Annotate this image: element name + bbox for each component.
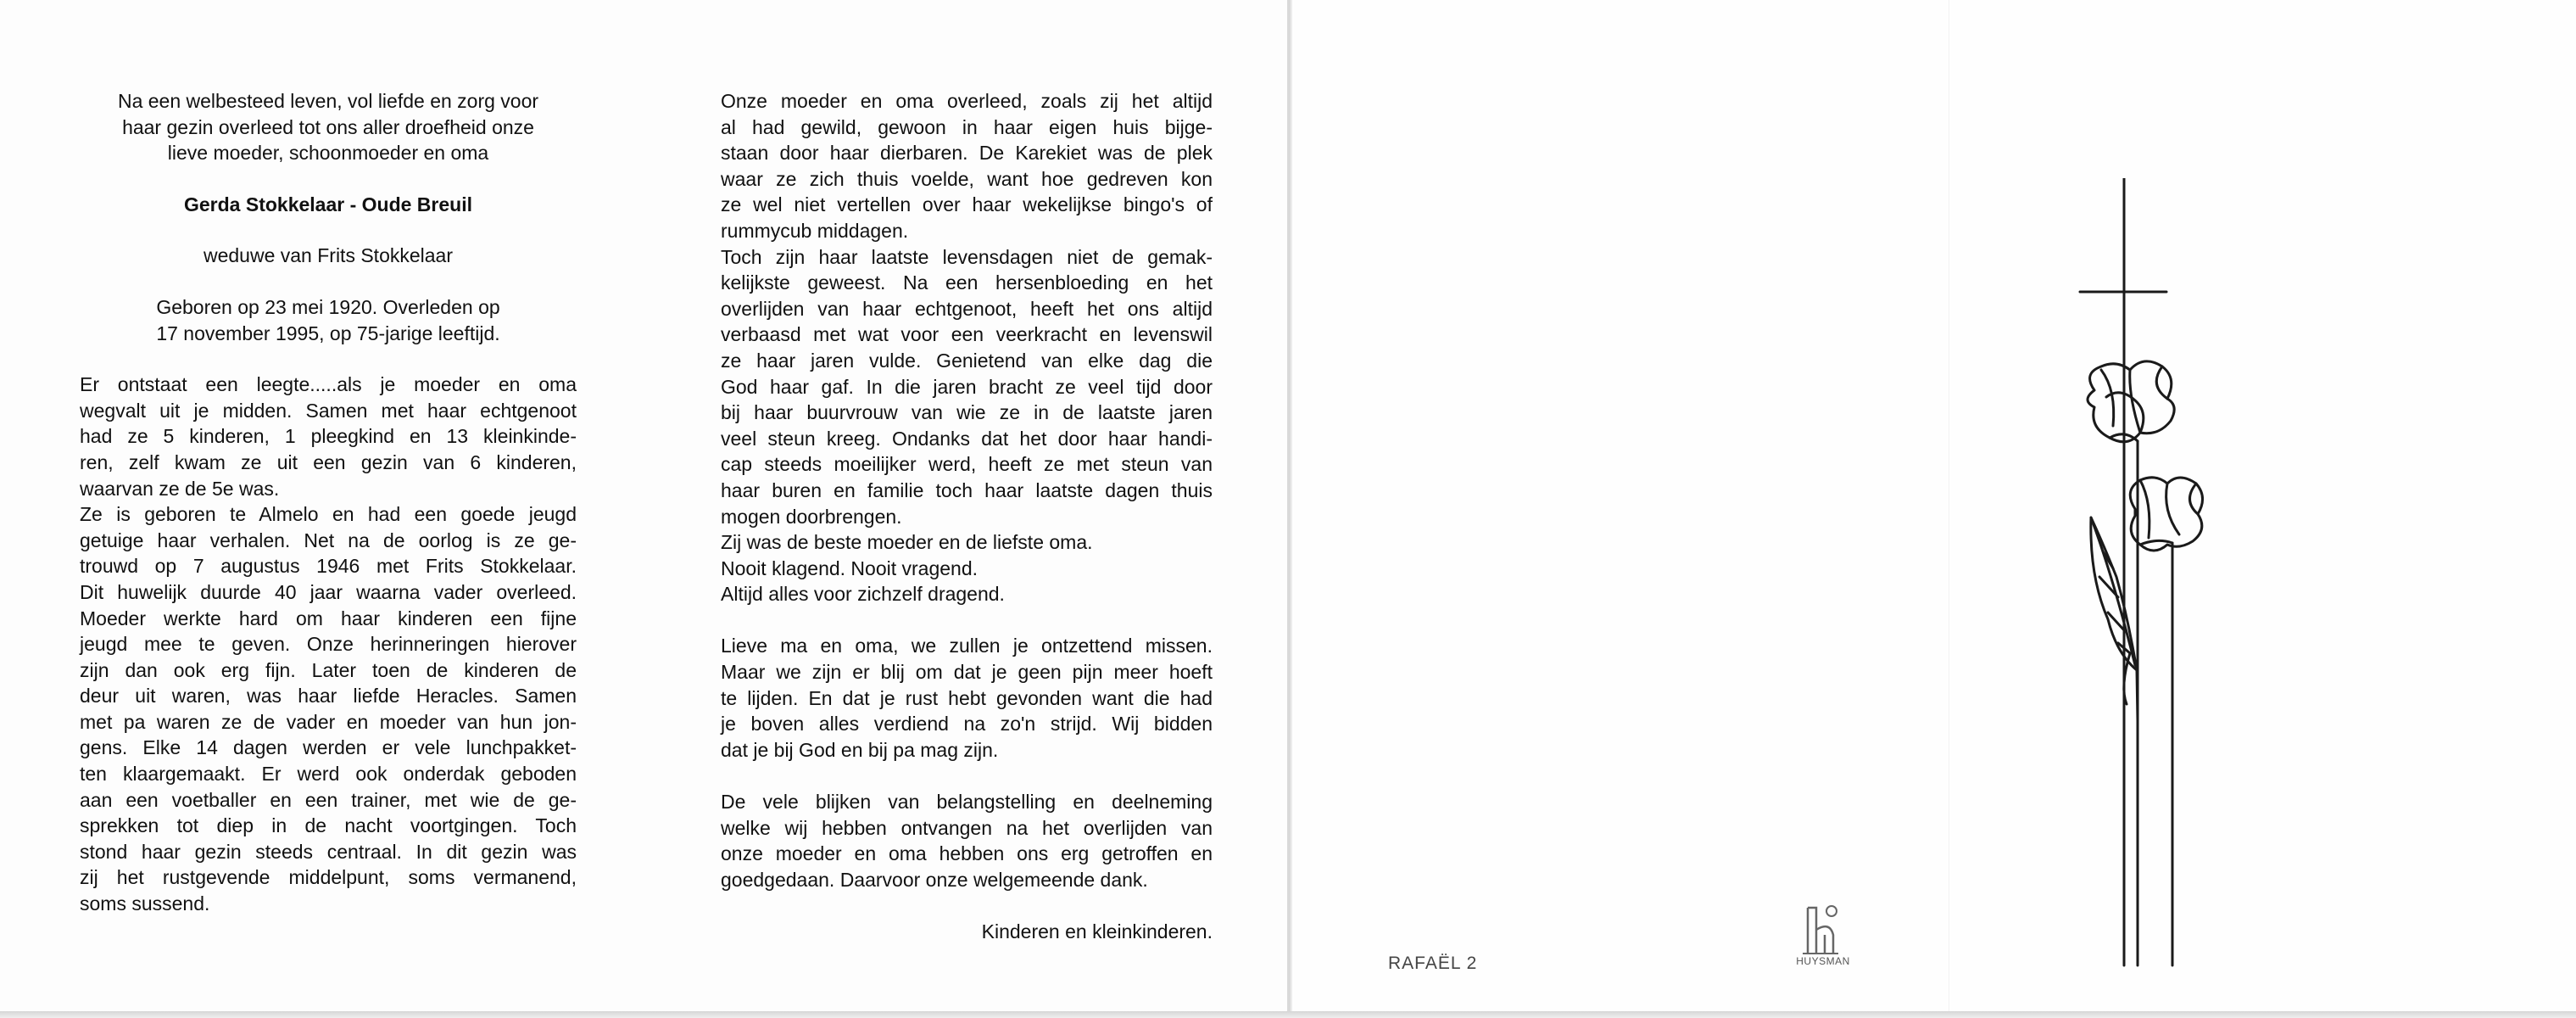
text-line: onze moeder en oma hebben ons erg getroffen en <box>721 842 1213 865</box>
widow-note: weduwe van Frits Stokkelaar <box>203 244 453 267</box>
text-line: God haar gaf. In die jaren bracht ze veel tijd door <box>721 375 1213 398</box>
text-line: zij het rustgevende middelpunt, soms vermanend, <box>80 866 577 889</box>
text-line: goedgedaan. Daarvoor onze welgemeende dank. <box>721 868 1148 891</box>
publisher-name: HUYSMAN <box>1796 955 1850 967</box>
text-line: dat je bij God en bij pa mag zijn. <box>721 738 999 761</box>
text-line: veel steun kreeg. Ondanks dat het door haar handi- <box>721 427 1213 450</box>
poem <box>721 529 1213 607</box>
text-line: had ze 5 kinderen, 1 pleegkind en 13 kleinkinde- <box>80 425 577 448</box>
intro-text <box>80 88 577 166</box>
text-line: Er ontstaat een leegte.....als je moeder en oma <box>80 373 577 396</box>
text-line: trouwd op 7 augustus 1946 met Frits Stokkelaar. <box>80 555 577 578</box>
text-line: ten klaargemaakt. Er werd ook onderdak geboden <box>80 763 577 786</box>
text-line: je boven alles verdiend na zo'n strijd. Wij bidden <box>721 713 1213 736</box>
text-line: verbaasd met wat voor een veerkracht en levenswil <box>721 323 1213 346</box>
text-line: soms sussend. <box>80 892 210 915</box>
text-line: Lieve ma en oma, we zullen je ontzettend missen. <box>721 635 1213 657</box>
text-line: wegvalt uit je midden. Samen met haar echtgenoot <box>80 399 577 422</box>
series-label: RAFAËL 2 <box>1388 954 1478 973</box>
text-line: haar buren en familie toch haar laatste dagen thuis <box>721 478 1213 501</box>
signature: Kinderen en kleinkinderen. <box>981 920 1213 942</box>
text-line: cap steeds moeilijker werd, heeft ze met steun van <box>721 453 1213 476</box>
final-days-paragraph <box>721 88 1213 244</box>
text-line: met pa waren ze de vader en moeder van hun jon- <box>80 710 577 733</box>
text-line: ze haar jaren vulde. Genietend van elke dag die <box>721 349 1213 372</box>
dates-line: 17 november 1995, op 75-jarige leeftijd. <box>156 322 500 344</box>
poem-line: Zij was de beste moeder en de liefste oma. <box>721 531 1093 554</box>
text-line: bij haar buurvrouw van wie ze in de laatste jaren <box>721 401 1213 424</box>
text-line: welke wij hebben ontvangen na het overlijden van <box>721 816 1213 839</box>
text-line: waarvan ze de 5e was. <box>80 477 280 500</box>
text-line: Dit huwelijk duurde 40 jaar waarna vader overleed. <box>80 580 577 603</box>
left-column <box>80 88 577 917</box>
text-line: Onze moeder en oma overleed, zoals zij het altijd <box>721 90 1213 112</box>
text-line: waar ze zich thuis voelde, want hoe gedreven kon <box>721 167 1213 190</box>
text-line: Moeder werkte hard om haar kinderen een fijne <box>80 607 577 629</box>
text-line: De vele blijken van belangstelling en deelneming <box>721 791 1213 814</box>
text-line: gens. Elke 14 dagen werden er vele lunchpakket- <box>80 736 577 759</box>
intro-line: Na een welbesteed leven, vol liefde en zorg voor <box>117 90 539 112</box>
farewell-paragraph <box>721 633 1213 763</box>
inner-spread <box>0 0 1289 1011</box>
text-line: overlijden van haar echtgenoot, heeft het ons altijd <box>721 297 1213 320</box>
last-years-paragraph <box>721 244 1213 530</box>
text-line: aan een voetballer en een trainer, met wie de ge- <box>80 788 577 811</box>
right-column <box>721 88 1213 945</box>
text-line: ze wel niet vertellen over haar wekelijkse bingo's of <box>721 193 1213 216</box>
text-line: sprekken tot diep in de nacht voortgingen. Toch <box>80 814 577 837</box>
dates-line: Geboren op 23 mei 1920. Overleden op <box>156 295 500 318</box>
poem-line: Nooit klagend. Nooit vragend. <box>721 557 979 579</box>
text-line: Maar we zijn er blij om dat je geen pijn meer hoeft <box>721 661 1213 684</box>
card-shadow <box>0 1011 2576 1018</box>
text-line: ren, zelf kwam ze uit een gezin van 6 kinderen, <box>80 450 577 473</box>
card-fold <box>1287 0 1291 1018</box>
text-line: staan door haar dierbaren. De Karekiet was de plek <box>721 142 1213 165</box>
outer-cover <box>1292 0 2576 1011</box>
text-line: rummycub middagen. <box>721 219 909 242</box>
thanks-paragraph <box>721 789 1213 892</box>
text-line: kelijkste geweest. Na een hersenbloeding en het <box>721 271 1213 294</box>
text-line: mogen doorbrengen. <box>721 505 902 528</box>
cross-with-roses-icon <box>2035 178 2205 976</box>
text-line: deur uit waren, was haar liefde Heracles. Samen <box>80 685 577 708</box>
text-line: zijn dan ook erg fijn. Later toen de kinderen de <box>80 658 577 681</box>
text-line: stond haar gezin steeds centraal. In dit gezin was <box>80 840 577 863</box>
text-line: jeugd mee te geven. Onze herinneringen hierover <box>80 633 577 656</box>
publisher-h-icon <box>1796 901 1850 957</box>
text-line: al had gewild, gewoon in haar eigen huis bijge- <box>721 115 1213 138</box>
text-line: Toch zijn haar laatste levensdagen niet de gemak- <box>721 245 1213 268</box>
poem-line: Altijd alles voor zichzelf dragend. <box>721 583 1005 606</box>
intro-line: haar gezin overleed tot ons aller droefheid onze <box>122 115 534 138</box>
intro-line: lieve moeder, schoonmoeder en oma <box>167 142 489 165</box>
life-dates <box>80 294 577 346</box>
biography-paragraph-2 <box>80 501 577 917</box>
text-line: te lijden. En dat je rust hebt gevonden want die had <box>721 686 1213 709</box>
text-line: Ze is geboren te Almelo en had een goede jeugd <box>80 503 577 526</box>
biography-paragraph-1 <box>80 372 577 501</box>
text-line: getuige haar verhalen. Net na de oorlog is ze ge- <box>80 529 577 551</box>
publisher-logo <box>1796 901 1850 979</box>
deceased-name: Gerda Stokkelaar - Oude Breuil <box>183 193 472 215</box>
